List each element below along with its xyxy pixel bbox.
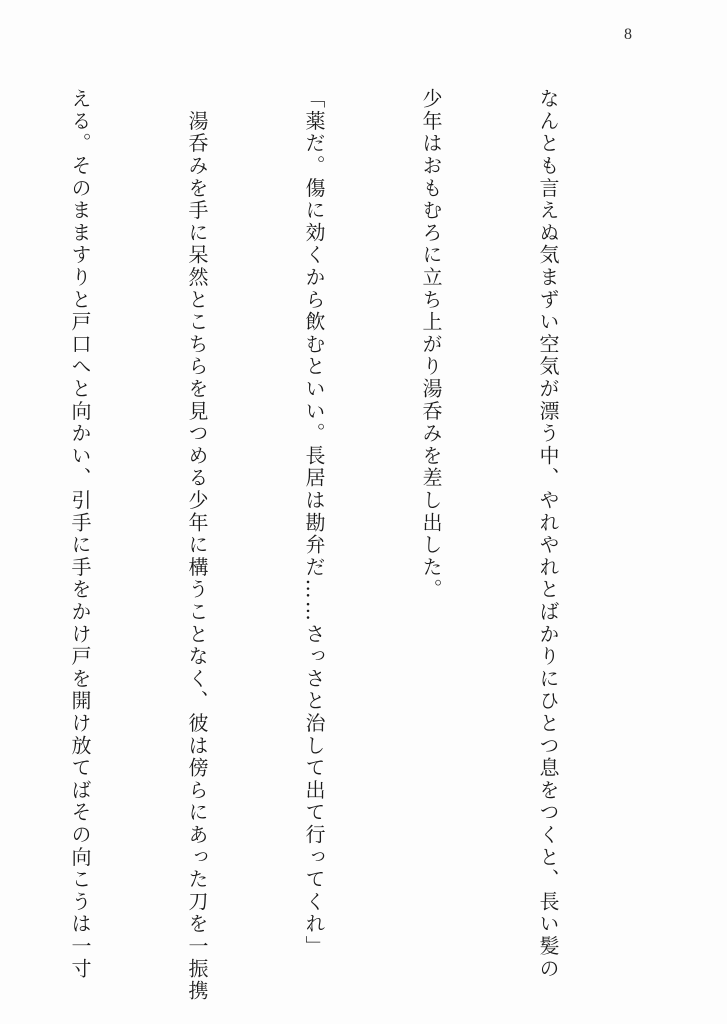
body-text bbox=[68, 88, 645, 1003]
text-line: 湯呑みを手に呆然とこちらを見つめる少年に構うことなく、彼は傍らにあった刀を一振携 bbox=[185, 88, 209, 1003]
text-line: える。そのまますりと戸口へと向かい、引手に手をかけ戸を開け放てばその向こうは一寸 bbox=[68, 88, 92, 980]
text-line: 「薬だ。傷に効くから飲むといい。長居は勘弁だ……さっさと治して出て行ってくれ」 bbox=[302, 88, 326, 958]
text-line: 少年はおもむろに立ち上がり湯呑みを差し出した。 bbox=[419, 88, 443, 601]
text-line: なんとも言えぬ気まずい空気が漂う中、やれやれとばかりにひとつ息をつくと、長い髪の bbox=[536, 88, 560, 980]
page-number: 8 bbox=[624, 26, 632, 43]
